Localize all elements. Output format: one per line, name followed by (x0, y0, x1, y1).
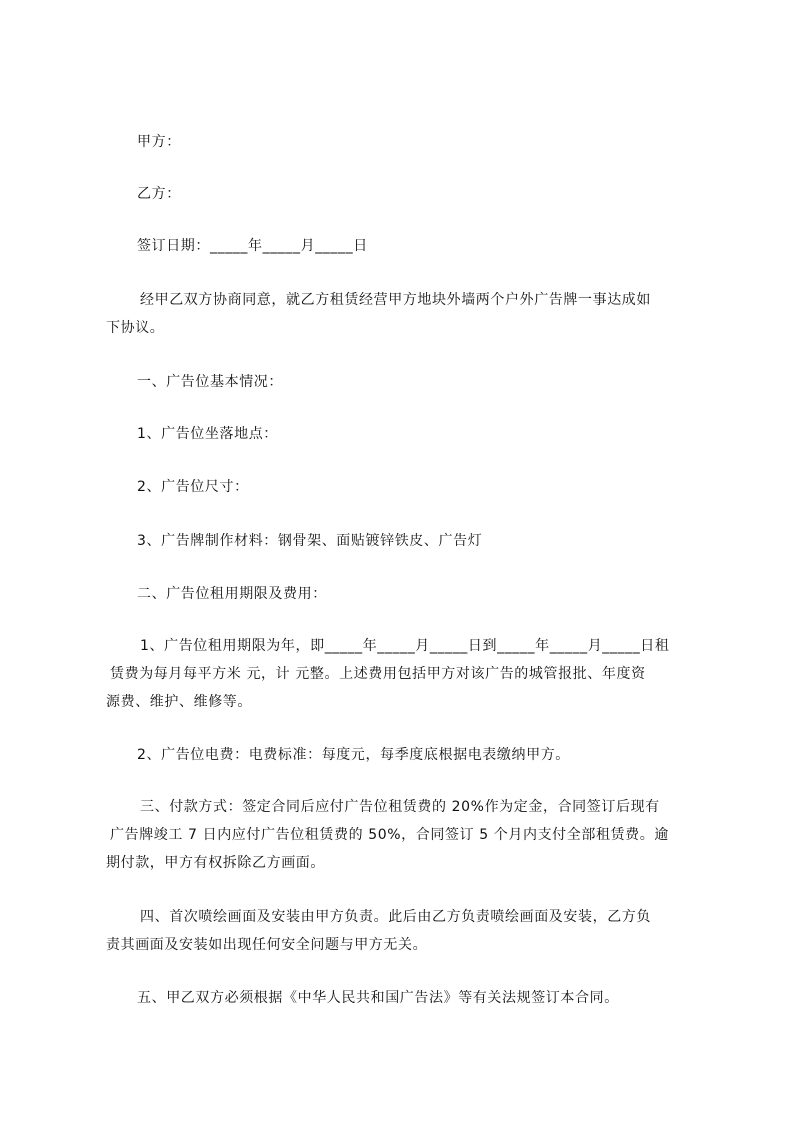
section-5-text: 五、甲乙双方必须根据《中华人民共和国广告法》等有关法规签订本合同。 (137, 990, 619, 1006)
section-2-item-1-line: 源费、维护、维修等。 (106, 694, 252, 710)
section-1-title: 一、广告位基本情况： (137, 374, 283, 390)
party-b-label: 乙方： (137, 186, 181, 202)
section-3-line: 期付款，甲方有权拆除乙方画面。 (106, 855, 325, 871)
section-1-item-location: 1、广告位坐落地点： (137, 426, 278, 442)
section-1-item-materials: 3、广告牌制作材料：钢骨架、面贴镀锌铁皮、广告灯 (137, 533, 483, 549)
section-2-item-1-line: 1、广告位租用期限为年，即_____年_____月_____日到_____年_____月_____日租 (140, 638, 670, 654)
intro-paragraph-line: 经甲乙双方协商同意，就乙方租赁经营甲方地块外墙两个户外广告牌一事达成如 (140, 292, 651, 308)
section-3-line: 三、付款方式：签定合同后应付广告位租赁费的 20%作为定金，合同签订后现有 (140, 799, 660, 815)
sign-date-line: 签订日期：_____年_____月_____日 (137, 238, 368, 254)
section-2-title: 二、广告位租用期限及费用： (137, 586, 327, 602)
section-1-item-size: 2、广告位尺寸： (137, 479, 249, 495)
intro-paragraph-line: 下协议。 (106, 320, 165, 336)
section-2-item-2: 2、广告位电费：电费标准：每度元，每季度底根据电表缴纳甲方。 (137, 747, 570, 763)
section-2-item-1-line: 赁费为每月每平方米 元，计 元整。上述费用包括甲方对该广告的城管报批、年度资 (110, 666, 646, 682)
section-4-line: 四、首次喷绘画面及安装由甲方负责。此后由乙方负责喷绘画面及安装，乙方负 (140, 909, 651, 925)
section-3-line: 广告牌竣工 7 日内应付广告位租赁费的 50%，合同签订 5 个月内支付全部租赁费。逾 (110, 827, 669, 843)
section-4-line: 责其画面及安装如出现任何安全问题与甲方无关。 (106, 937, 428, 953)
party-a-label: 甲方： (137, 134, 181, 150)
